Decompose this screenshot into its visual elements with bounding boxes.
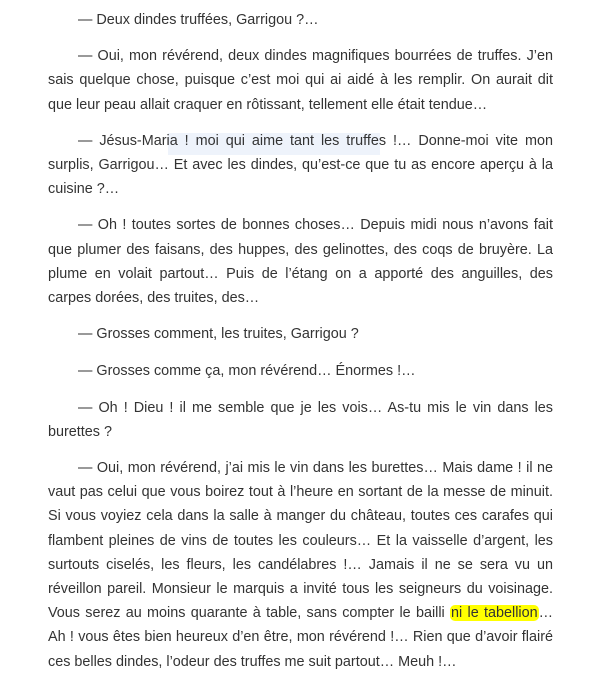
highlighted-text[interactable]: ni le tabellion bbox=[451, 605, 538, 622]
paragraph-6: — Grosses comme ça, mon révérend… Énormes !… bbox=[78, 362, 416, 379]
paragraph-8-text-before: — Oui, mon révérend, j’ai mis le vin dans les burettes… Mais dame ! il ne vaut pas celui que vous boirez tout à l’heure en sortant de la messe de minuit. Si vous voyiez cela dans la salle à manger du château, toutes ces carafes qui flambent pleines de vins de toutes les couleurs… Et la vaisselle d’argent, les surtouts ciselés, les fleurs, les candélabres !… Jamais il ne se sera vu un réveillon pareil. Monsieur le marquis a invité tous les seigneurs du voisinage. Vous serez au moins quarante à table, sans compter le bailli bbox=[48, 460, 553, 622]
paragraph-8 bbox=[48, 456, 553, 674]
paragraph-3: — Jésus-Maria ! moi qui aime tant les truffes !… Donne-moi vite mon surplis, Garrigou… Et avec les dindes, qu’est-ce que tu as encore aperçu à la cuisine ?… bbox=[48, 132, 553, 198]
paragraph-7: — Oh ! Dieu ! il me semble que je les vois… As-tu mis le vin dans les burettes ? bbox=[48, 399, 553, 440]
document-body bbox=[48, 8, 553, 674]
paragraph-5: — Grosses comment, les truites, Garrigou ? bbox=[78, 326, 359, 343]
paragraph-8-text-after: … Ah ! vous êtes bien heureux d’en être, mon révérend !… Rien que d’avoir flairé ces belles dindes, l’odeur des truffes me suit partout… Meuh !… bbox=[48, 605, 553, 670]
paragraph-4: — Oh ! toutes sortes de bonnes choses… Depuis midi nous n’avons fait que plumer des faisans, des huppes, des gelinottes, des coqs de bruyère. La plume en volait partout… Puis de l’étang on a apporté des anguilles, des carpes dorées, des truites, des… bbox=[48, 217, 553, 307]
paragraph-2: — Oui, mon révérend, deux dindes magnifiques bourrées de truffes. J’en sais quelque chose, puisque c’est moi qui ai aidé à les remplir. On aurait dit que leur peau allait craquer en rôtissant, tellement elle était tendue… bbox=[48, 48, 553, 113]
paragraph-1: — Deux dindes truffées, Garrigou ?… bbox=[78, 12, 319, 28]
